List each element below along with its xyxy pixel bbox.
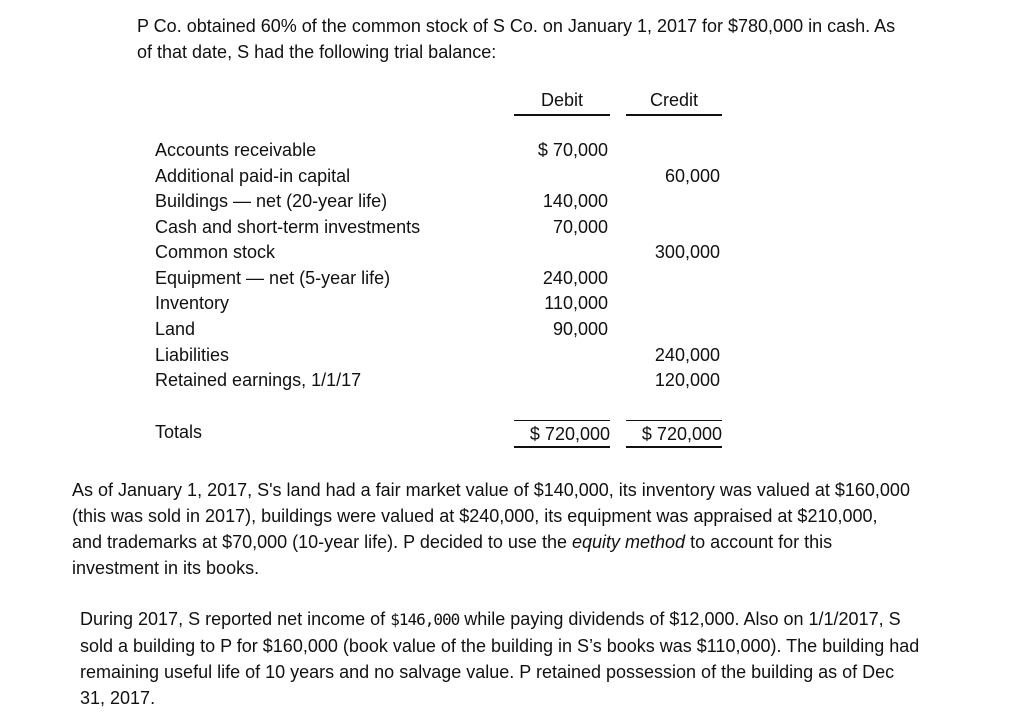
credit-amount: 240,000 [654, 345, 720, 365]
fair-value-text: As of January 1, 2017, S's land had a fair market value of $140,000, its inventory was valued at $160,000 (this was sold in 2017), buildings were valued at $240,000, its equipment was appraised at $210,000, and trademarks at $70,000 (10-year life). P decided to use the [72, 480, 910, 552]
total-debit: $ 720,000 [514, 420, 610, 448]
credit-amount: 120,000 [654, 370, 720, 390]
equity-method-term: equity method [571, 532, 686, 552]
events-text: During 2017, S reported net income of [80, 609, 386, 629]
row-label: Land [155, 319, 196, 339]
fair-value-text-end: to account for this investment in its books. [72, 532, 833, 578]
debit-amount: 140,000 [542, 191, 608, 211]
row-label: Equipment — net (5-year life) [155, 268, 391, 288]
events-text-end: while paying dividends of $12,000. Also on 1/1/2017, S sold a building to P for $160,000 (book value of the building in S’s books was $110,000). The building had remaining useful life of 10 years and no salvage value. P retained possession of the building as of Dec 31, 2017. [80, 609, 920, 708]
row-label: Accounts receivable [155, 140, 317, 160]
row-label: Retained earnings, 1/1/17 [155, 370, 362, 390]
debit-amount: 90,000 [552, 319, 608, 339]
row-label: Common stock [155, 242, 276, 262]
fair-value-paragraph [72, 477, 912, 581]
row-label: Cash and short-term investments [155, 217, 421, 237]
credit-amount: 300,000 [654, 242, 720, 262]
row-label: Additional paid-in capital [155, 166, 351, 186]
debit-amount: 240,000 [542, 268, 608, 288]
row-label: Inventory [155, 293, 230, 313]
events-paragraph [80, 606, 920, 711]
intro-paragraph: P Co. obtained 60% of the common stock of S Co. on January 1, 2017 for $780,000 in cash. As of that date, S had the following trial balance: [137, 16, 896, 62]
totals-label: Totals [155, 422, 203, 442]
handwritten-net-income: $146,000 [390, 610, 460, 629]
debit-column-header: Debit [514, 90, 610, 116]
debit-amount: $ 70,000 [537, 140, 608, 160]
debit-amount: 110,000 [544, 293, 608, 313]
credit-column-header: Credit [626, 90, 722, 116]
row-label: Liabilities [155, 345, 230, 365]
row-label: Buildings — net (20-year life) [155, 191, 388, 211]
debit-amount: 70,000 [552, 217, 608, 237]
credit-amount: 60,000 [664, 166, 720, 186]
total-credit: $ 720,000 [626, 420, 722, 448]
